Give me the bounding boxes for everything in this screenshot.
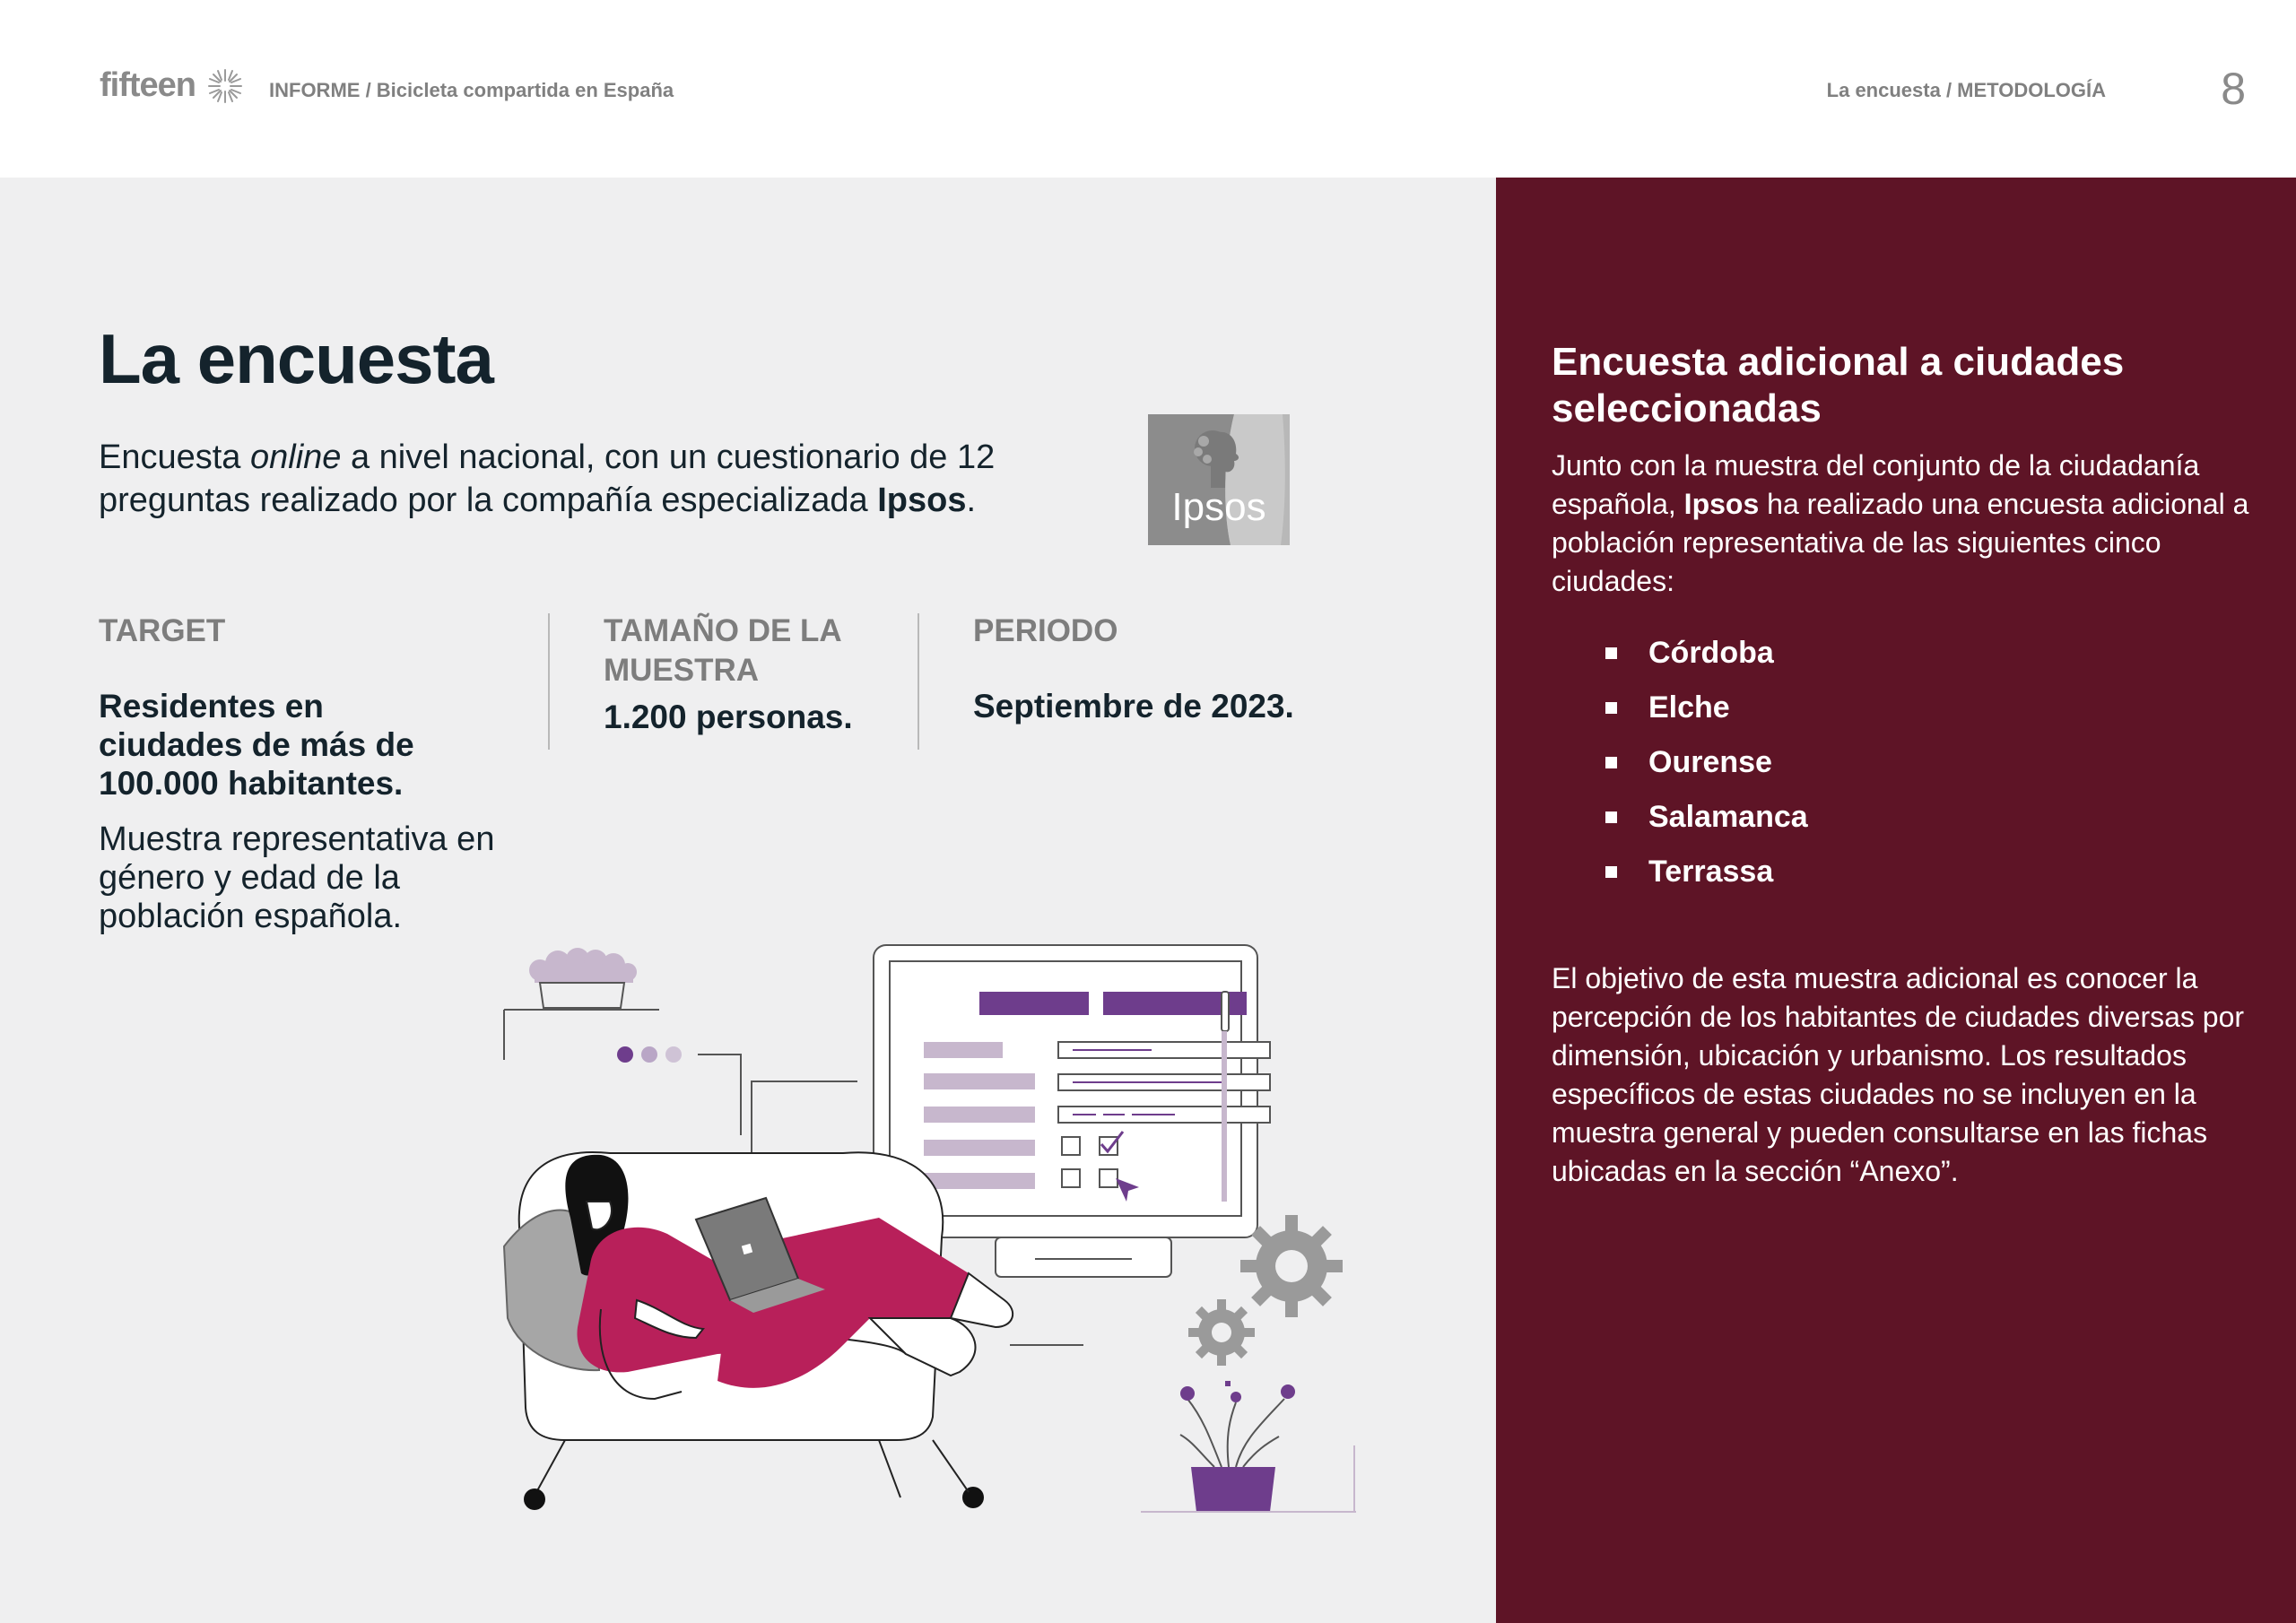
list-item bbox=[1552, 626, 1808, 681]
target-value: Residentes en ciudades de más de 100.000 habitantes. bbox=[99, 688, 414, 802]
bullet-icon bbox=[1605, 702, 1617, 714]
period-label: PERIODO bbox=[973, 613, 1118, 648]
gear-icon bbox=[1193, 1304, 1250, 1361]
bullet-icon bbox=[1605, 866, 1617, 878]
bullet-icon bbox=[1605, 647, 1617, 659]
section-title: METODOLOGÍA bbox=[1957, 79, 2106, 101]
side-intro-brand: Ipsos bbox=[1683, 488, 1760, 520]
period-column bbox=[973, 612, 1422, 725]
list-item bbox=[1552, 845, 1808, 899]
page-title: La encuesta bbox=[99, 319, 493, 398]
survey-illustration bbox=[484, 933, 1363, 1524]
gear-icon bbox=[1247, 1221, 1336, 1311]
intro-emphasis: online bbox=[250, 438, 342, 476]
dot-indicator bbox=[665, 1046, 682, 1063]
ipsos-logo bbox=[1148, 414, 1290, 545]
ipsos-logo-text: Ipsos bbox=[1171, 485, 1266, 529]
intro-part-1: Encuesta bbox=[99, 438, 250, 476]
side-title: Encuesta adicional a ciudades seleccionadas bbox=[1552, 340, 2125, 430]
list-item bbox=[1552, 790, 1808, 845]
intro-end: . bbox=[966, 482, 977, 519]
page-number: 8 bbox=[2221, 64, 2246, 114]
page-header bbox=[0, 0, 2296, 178]
target-column bbox=[99, 612, 547, 936]
dot-indicator bbox=[617, 1046, 633, 1063]
target-label: TARGET bbox=[99, 613, 226, 648]
side-intro bbox=[1552, 447, 2251, 601]
intro-brand: Ipsos bbox=[877, 482, 967, 519]
side-intro-part-1: Junto con la muestra del conjunto de la ciudadanía española, bbox=[1552, 449, 2200, 520]
city-name: Córdoba bbox=[1648, 636, 1774, 670]
bullet-icon bbox=[1605, 812, 1617, 823]
report-breadcrumb: INFORME / Bicicleta compartida en España bbox=[269, 79, 674, 101]
sample-size-column bbox=[604, 612, 900, 736]
intro-text bbox=[99, 436, 1103, 522]
side-intro-part-2: ha realizado una encuesta adicional a población representativa de las siguientes cinco ciudades: bbox=[1552, 488, 2249, 597]
period-value: Septiembre de 2023. bbox=[973, 688, 1294, 725]
additional-survey-panel bbox=[1496, 178, 2296, 1623]
city-name: Salamanca bbox=[1648, 800, 1808, 834]
side-outro: El objetivo de esta muestra adicional es conocer la percepción de los habitantes de ciudades diversas por dimensión, ubicación y urbanismo. Los resultados específicos de estas ciudades no se incluyen en la muestra general y pueden consultarse en las fichas ubicadas en la sección “Anexo”. bbox=[1552, 962, 2245, 1187]
section-breadcrumb: La encuesta / METODOLOGÍA bbox=[1826, 79, 2106, 101]
column-divider bbox=[918, 613, 919, 750]
dot-indicator bbox=[641, 1046, 657, 1063]
report-title: Bicicleta compartida en España bbox=[376, 79, 674, 101]
shelf-plant bbox=[504, 948, 659, 1060]
intro-part-2: a nivel nacional, con un cuestionario de 12 preguntas realizado por la compañía especializada bbox=[99, 438, 996, 519]
cities-list bbox=[1552, 626, 1808, 899]
sample-size-label: TAMAÑO DE LA MUESTRA bbox=[604, 613, 841, 688]
sample-size-value: 1.200 personas. bbox=[604, 699, 853, 735]
list-item bbox=[1552, 681, 1808, 735]
column-divider bbox=[548, 613, 550, 750]
city-name: Elche bbox=[1648, 690, 1730, 725]
city-name: Terrassa bbox=[1648, 855, 1774, 889]
report-prefix: INFORME bbox=[269, 79, 361, 101]
bullet-icon bbox=[1605, 757, 1617, 768]
list-item bbox=[1552, 735, 1808, 790]
flower-pot bbox=[1141, 1381, 1356, 1512]
target-description: Muestra representativa en género y edad de la población española. bbox=[99, 820, 495, 935]
fifteen-logo: fifteen bbox=[100, 66, 196, 104]
sunburst-icon bbox=[205, 66, 245, 106]
section-prefix: La encuesta bbox=[1826, 79, 1941, 101]
city-name: Ourense bbox=[1648, 745, 1772, 779]
